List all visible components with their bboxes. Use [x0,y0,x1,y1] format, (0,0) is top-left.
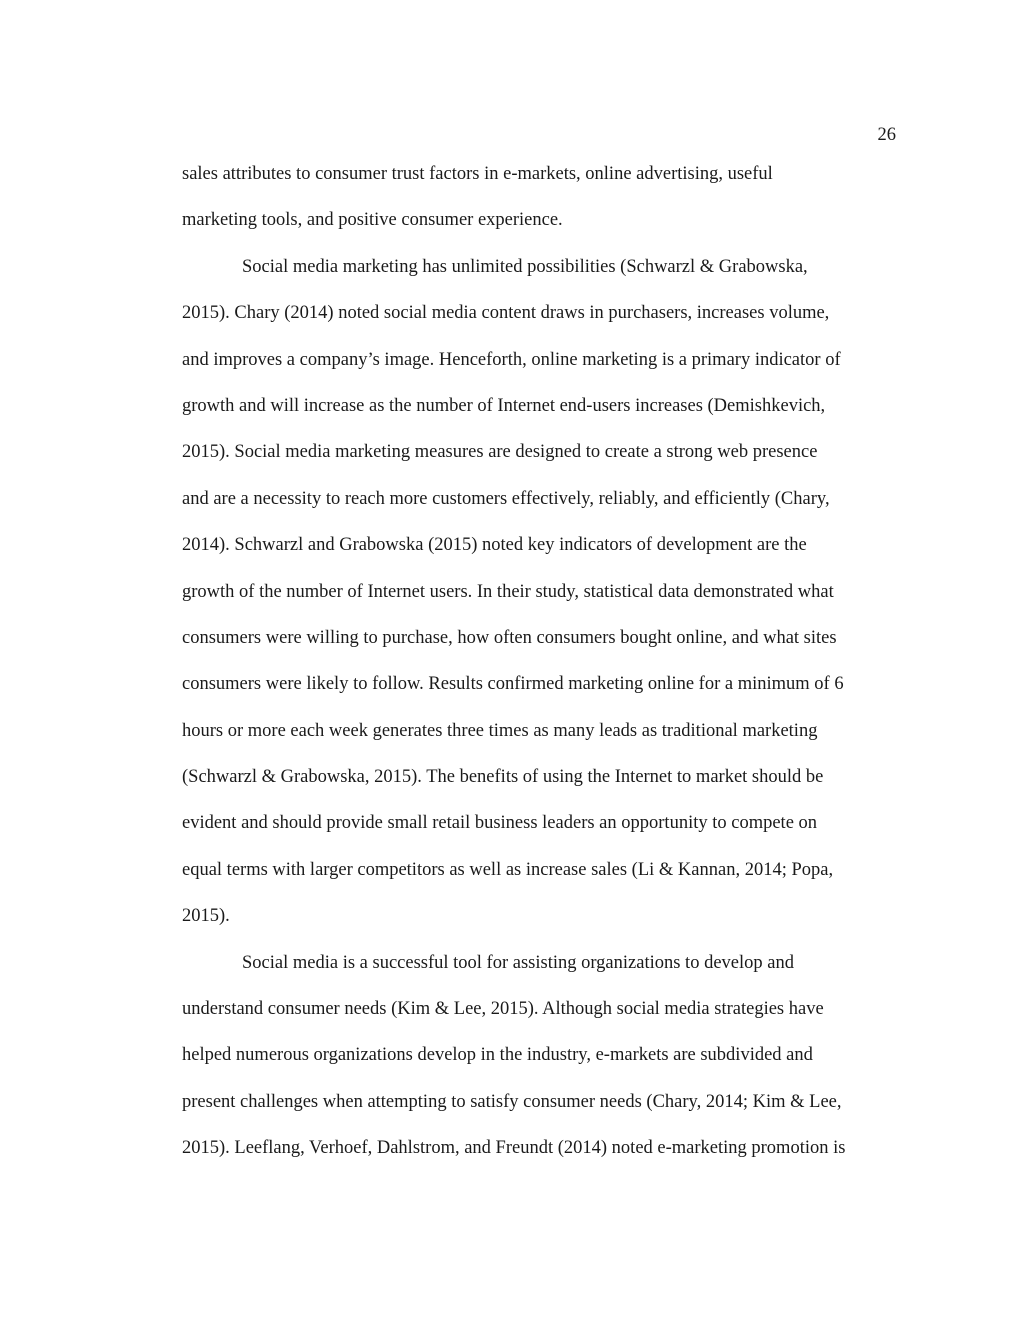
text-line: 2015). Social media marketing measures are designed to create a strong web presence [182,442,818,463]
text-line: 2015). Chary (2014) noted social media content draws in purchasers, increases volume, [182,303,830,324]
text-line: (Schwarzl & Grabowska, 2015). The benefits of using the Internet to market should be [182,767,824,788]
text-line: 2014). Schwarzl and Grabowska (2015) noted key indicators of development are the [182,535,807,556]
text-line: 2015). Leeflang, Verhoef, Dahlstrom, and Freundt (2014) noted e-marketing promotion is [182,1138,846,1159]
body-text [182,151,912,1172]
text-line: sales attributes to consumer trust factors in e-markets, online advertising, useful [182,164,773,184]
text-line: growth of the number of Internet users. In their study, statistical data demonstrated what [182,581,834,602]
text-line: growth and will increase as the number of Internet end-users increases (Demishkevich, [182,395,826,416]
page-number: 26 [877,125,896,145]
text-line: hours or more each week generates three times as many leads as traditional marketing [182,720,818,741]
text-line: consumers were likely to follow. Results confirmed marketing online for a minimum of 6 [182,674,844,695]
text-line: 2015). [182,906,230,927]
text-line: marketing tools, and positive consumer experience. [182,210,563,231]
text-line: evident and should provide small retail business leaders an opportunity to compete on [182,813,818,834]
text-line: Social media is a successful tool for assisting organizations to develop and [242,952,794,973]
text-line: helped numerous organizations develop in the industry, e-markets are subdivided and [182,1045,813,1066]
text-line: understand consumer needs (Kim & Lee, 2015). Although social media strategies have [182,999,824,1020]
text-line: equal terms with larger competitors as well as increase sales (Li & Kannan, 2014; Popa, [182,859,834,880]
text-line: and are a necessity to reach more customers effectively, reliably, and efficiently (Chary, [182,488,830,509]
text-line: and improves a company’s image. Henceforth, online marketing is a primary indicator of [182,349,841,370]
text-line: consumers were willing to purchase, how often consumers bought online, and what sites [182,627,837,648]
text-line: Social media marketing has unlimited possibilities (Schwarzl & Grabowska, [242,256,808,277]
text-line: present challenges when attempting to satisfy consumer needs (Chary, 2014; Kim & Lee, [182,1091,842,1112]
